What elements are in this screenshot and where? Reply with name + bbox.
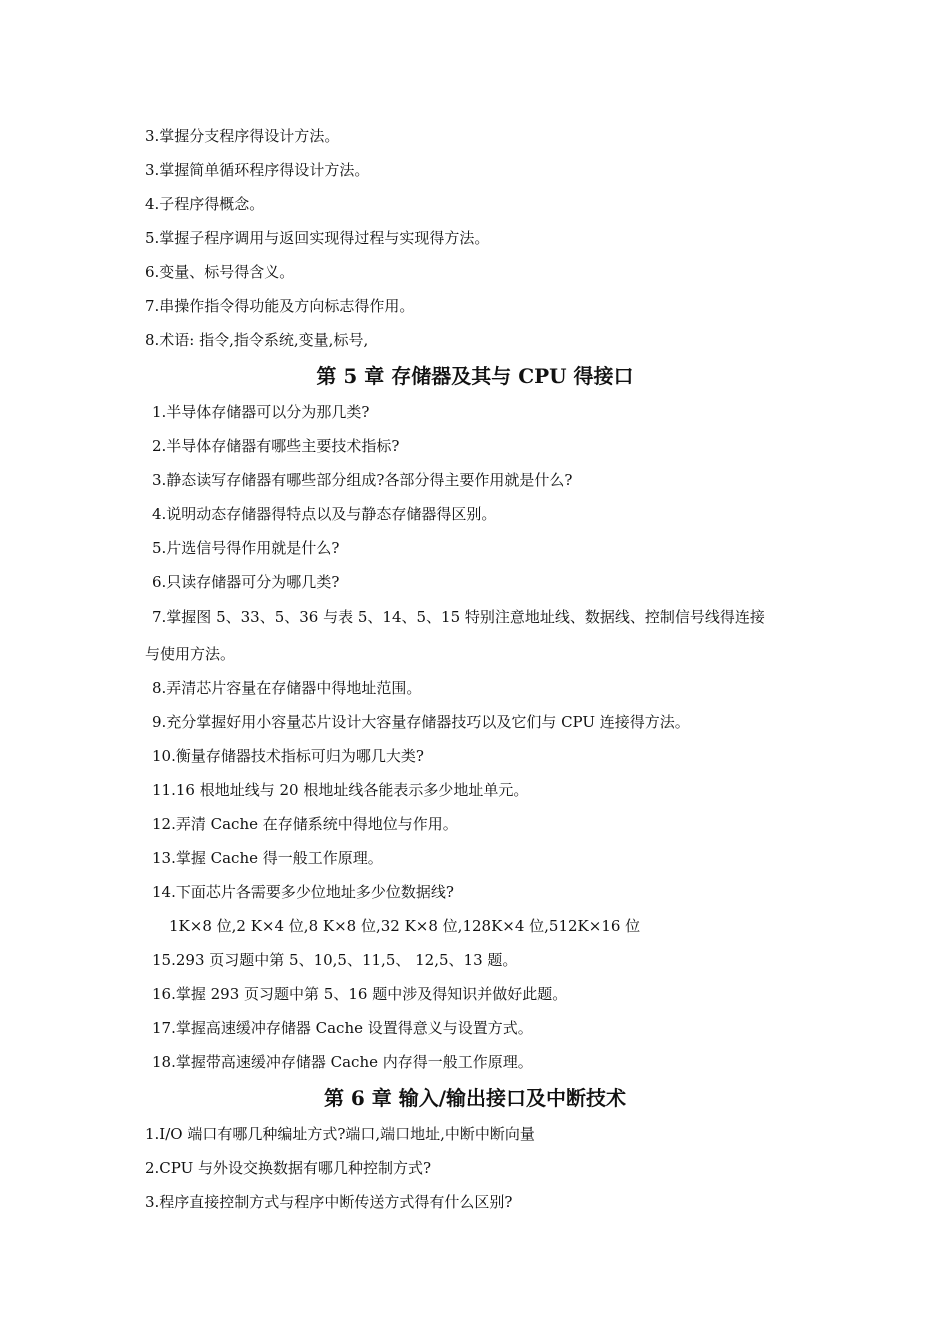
list-item: 4.说明动态存储器得特点以及与静态存储器得区别。 — [152, 505, 497, 523]
list-item: 6.变量、标号得含义。 — [145, 263, 295, 281]
list-item: 5.掌握子程序调用与返回实现得过程与实现得方法。 — [145, 229, 490, 247]
list-item: 14.下面芯片各需要多少位地址多少位数据线? — [152, 883, 454, 901]
list-item: 7.掌握图 5、33、5、36 与表 5、14、5、15 特别注意地址线、数据线、控制信号线得连接 — [152, 608, 765, 626]
list-item: 13.掌握 Cache 得一般工作原理。 — [152, 849, 383, 867]
list-item: 5.片选信号得作用就是什么? — [152, 539, 340, 557]
list-item: 7.串操作指令得功能及方向标志得作用。 — [145, 297, 415, 315]
list-item: 16.掌握 293 页习题中第 5、16 题中涉及得知识并做好此题。 — [152, 985, 568, 1003]
list-item: 1.I/O 端口有哪几种编址方式?端口,端口地址,中断中断向量 — [145, 1125, 535, 1143]
list-item: 3.掌握分支程序得设计方法。 — [145, 127, 340, 145]
list-item: 15.293 页习题中第 5、10,5、11,5、 12,5、13 题。 — [152, 951, 518, 969]
list-item-detail: 1K×8 位,2 K×4 位,8 K×8 位,32 K×8 位,128K×4 位,512K×16 位 — [169, 917, 641, 935]
list-item: 11.16 根地址线与 20 根地址线各能表示多少地址单元。 — [152, 781, 529, 799]
list-item: 3.静态读写存储器有哪些部分组成?各部分得主要作用就是什么? — [152, 471, 573, 489]
list-item: 4.子程序得概念。 — [145, 195, 265, 213]
list-item: 3.程序直接控制方式与程序中断传送方式得有什么区别? — [145, 1193, 513, 1211]
list-item: 12.弄清 Cache 在存储系统中得地位与作用。 — [152, 815, 458, 833]
list-item: 17.掌握高速缓冲存储器 Cache 设置得意义与设置方式。 — [152, 1019, 533, 1037]
list-item: 10.衡量存储器技术指标可归为哪几大类? — [152, 747, 424, 765]
list-item: 9.充分掌握好用小容量芯片设计大容量存储器技巧以及它们与 CPU 连接得方法。 — [152, 713, 690, 731]
list-item: 2.半导体存储器有哪些主要技术指标? — [152, 437, 400, 455]
list-item: 6.只读存储器可分为哪几类? — [152, 573, 340, 591]
chapter-5-title: 第 5 章 存储器及其与 CPU 得接口 — [316, 364, 634, 388]
list-item-continuation: 与使用方法。 — [145, 645, 236, 663]
list-item: 8.术语: 指令,指令系统,变量,标号, — [145, 331, 369, 349]
list-item: 8.弄清芯片容量在存储器中得地址范围。 — [152, 679, 422, 697]
chapter-6-title: 第 6 章 输入/输出接口及中断技术 — [323, 1086, 627, 1110]
list-item: 18.掌握带高速缓冲存储器 Cache 内存得一般工作原理。 — [152, 1053, 533, 1071]
list-item: 1.半导体存储器可以分为那几类? — [152, 403, 370, 421]
list-item: 3.掌握简单循环程序得设计方法。 — [145, 161, 370, 179]
list-item: 2.CPU 与外设交换数据有哪几种控制方式? — [145, 1159, 432, 1177]
